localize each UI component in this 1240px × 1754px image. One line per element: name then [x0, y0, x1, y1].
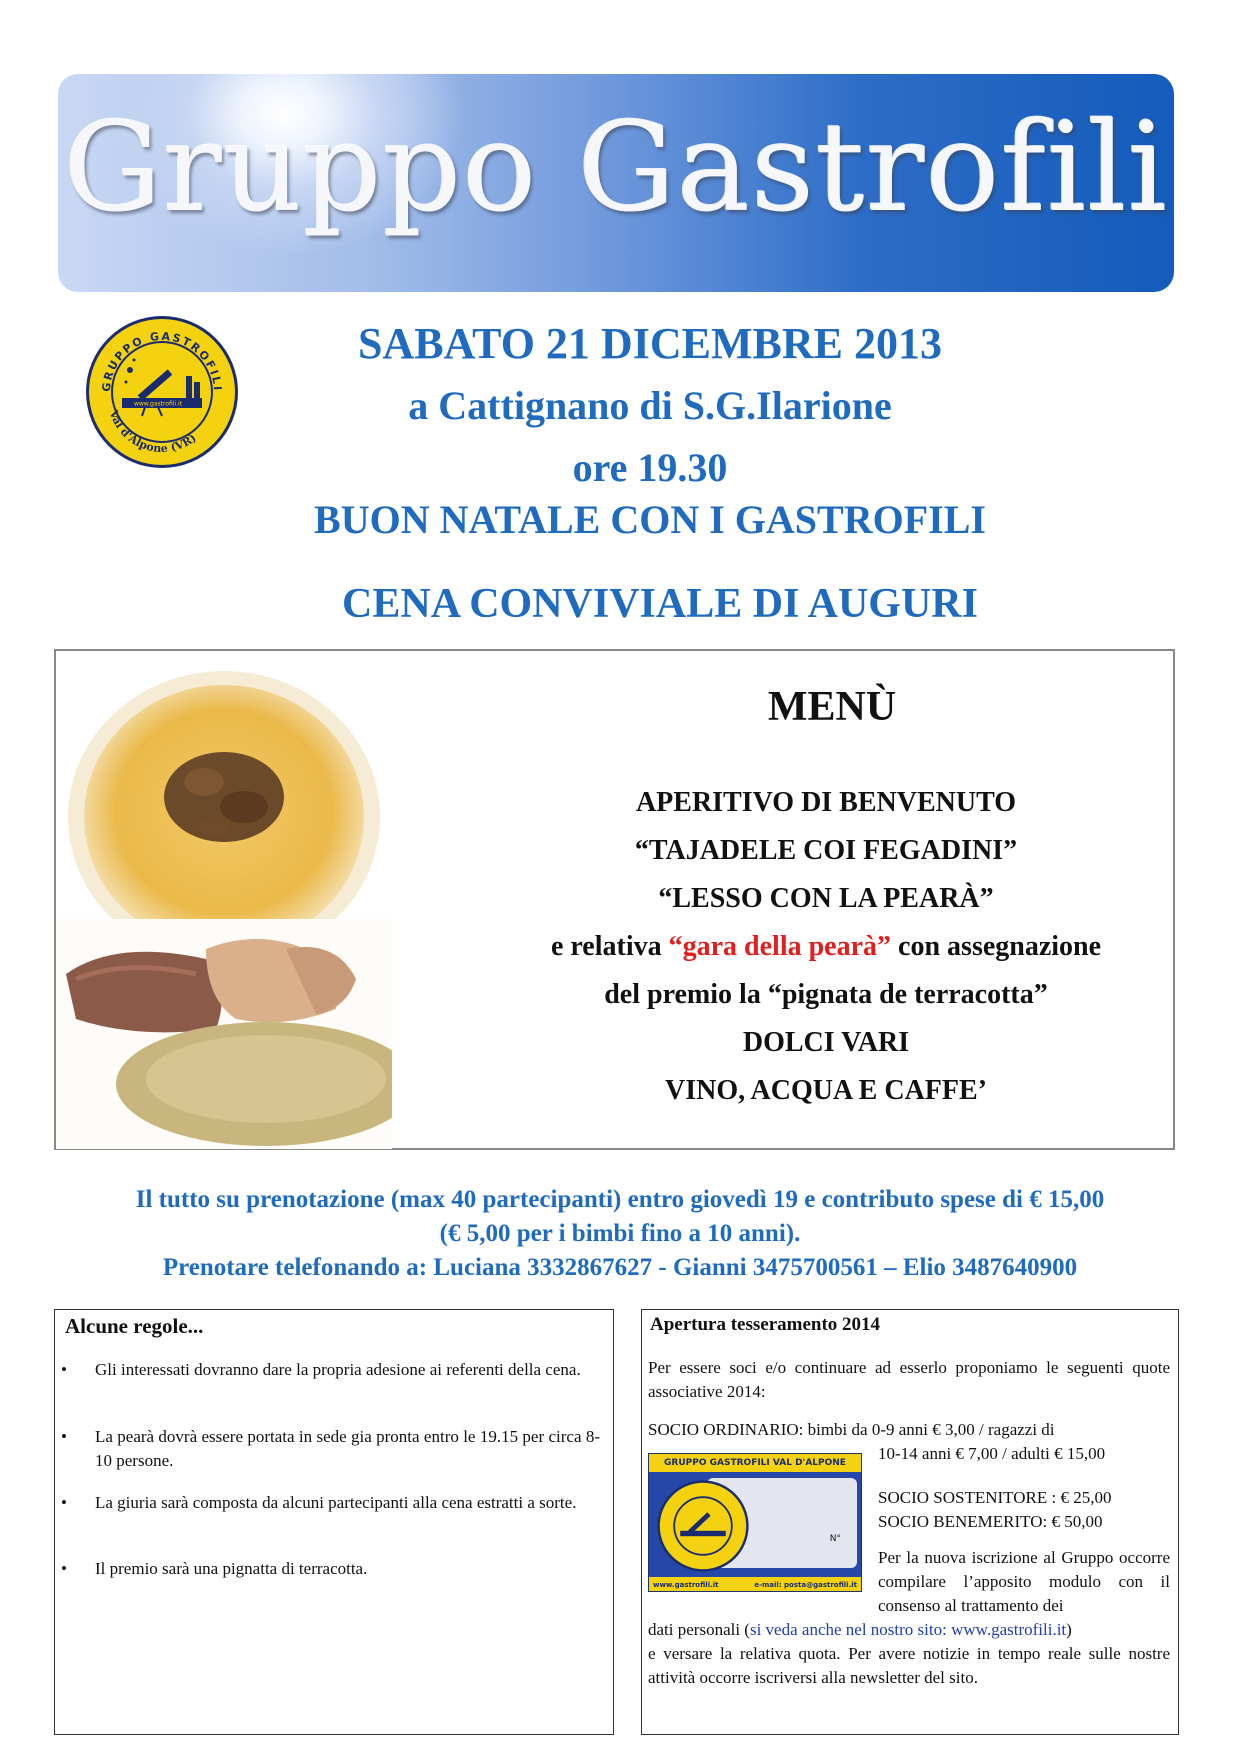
menu-item-bevande: VINO, ACQUA E CAFFE’: [664, 1075, 987, 1106]
menu-item-dolci: DOLCI VARI: [742, 1027, 910, 1058]
menu-item-aperitivo: APERITIVO DI BENVENUTO: [635, 787, 1017, 818]
event-slogan: BUON NATALE CON I GASTROFILI: [314, 497, 986, 542]
socio-ordinario-cont: 10-14 anni € 7,00 / adulti € 15,00: [878, 1444, 1106, 1463]
socio-ordinario: SOCIO ORDINARIO: bimbi da 0-9 anni € 3,00 / ragazzi di: [648, 1420, 1055, 1439]
event-time: ore 19.30: [572, 445, 728, 490]
lesso-pearà-image: [56, 919, 392, 1149]
event-title: CENA CONVIVIALE DI AUGURI: [342, 581, 978, 627]
booking-phone: Prenotare telefonando a: Luciana 3332867627 - Gianni 3475700561 – Elio 3487640900: [162, 1254, 1078, 1281]
membership-intro: Per essere soci e/o continuare ad esserlo proponiamo le seguenti quote associative 2014:: [648, 1358, 1170, 1401]
card-logo-icon: [655, 1478, 751, 1574]
rule-bullet: •: [61, 1493, 67, 1512]
rule-item: Gli interessati dovranno dare la propria adesione ai referenti della cena.: [95, 1360, 581, 1379]
membership-title: Apertura tesseramento 2014: [650, 1314, 881, 1335]
registration-instructions: Per la nuova iscrizione al Gruppo occorre compilare l’apposito modulo con il consenso al trattamento dei: [878, 1548, 1170, 1615]
socio-sostenitore: SOCIO SOSTENITORE : € 25,00: [878, 1488, 1112, 1507]
rule-item: La pearà dovrà essere portata in sede gia pronta entro le 19.15 per circa 8-10 persone.: [95, 1427, 600, 1470]
rule-item: La giuria sarà composta da alcuni partecipanti alla cena estratti a sorte.: [95, 1493, 577, 1512]
card-footer-email: e-mail: posta@gastrofili.it: [754, 1581, 857, 1589]
booking-children-price: (€ 5,00 per i bimbi fino a 10 anni).: [439, 1220, 801, 1247]
menu-item-premio: del premio la “pignata de terracotta”: [604, 979, 1048, 1010]
card-number-label: N°: [829, 1534, 841, 1544]
event-place: a Cattignano di S.G.Ilarione: [408, 383, 892, 428]
menu-title: MENÙ: [767, 684, 897, 730]
banner-title: Gruppo Gastrofili: [63, 97, 1169, 240]
booking-info: Il tutto su prenotazione (max 40 partecipanti) entro giovedì 19 e contributo spese di € 15,00: [135, 1186, 1105, 1213]
rules-title: Alcune regole...: [65, 1314, 204, 1338]
menu-item-gara: e relativa “gara della pearà” con assegnazione: [550, 931, 1102, 962]
rule-bullet: •: [61, 1360, 67, 1379]
menu-item-tajadele: “TAJADELE COI FEGADINI”: [634, 835, 1018, 866]
rules-box: [54, 1309, 614, 1735]
membership-box: [641, 1309, 1179, 1735]
menu-item-lesso: “LESSO CON LA PEARÀ”: [658, 883, 994, 914]
menu-box: [54, 649, 1175, 1150]
event-date: SABATO 21 DICEMBRE 2013: [358, 319, 942, 368]
newsletter-note: e versare la relativa quota. Per avere notizie in tempo reale sulle nostre attività occorre iscriversi alla newsletter del sito.: [648, 1644, 1170, 1687]
rule-bullet: •: [61, 1427, 67, 1446]
membership-card-image: [648, 1453, 862, 1592]
card-footer-site: www.gastrofili.it: [653, 1581, 719, 1589]
header-banner: [58, 74, 1174, 292]
website-link[interactable]: si veda anche nel nostro sito: www.gastrofili.it: [749, 1620, 1067, 1639]
rule-item: Il premio sarà una pignatta di terracotta.: [95, 1559, 368, 1578]
privacy-note: dati personali (si veda anche nel nostro sito: www.gastrofili.it): [648, 1620, 1072, 1639]
card-header: GRUPPO GASTROFILI VAL D'ALPONE: [649, 1454, 861, 1472]
logo-url: www.gastrofili.it: [133, 400, 183, 408]
logo-bottom-text: Val d'Alpone (VR): [106, 408, 199, 456]
rule-bullet: •: [61, 1559, 67, 1578]
logo-top-text: GRUPPO GASTROFILI: [99, 329, 225, 393]
socio-benemerito: SOCIO BENEMERITO: € 50,00: [878, 1512, 1103, 1531]
gara-highlight: “gara della pearà”: [668, 931, 892, 962]
